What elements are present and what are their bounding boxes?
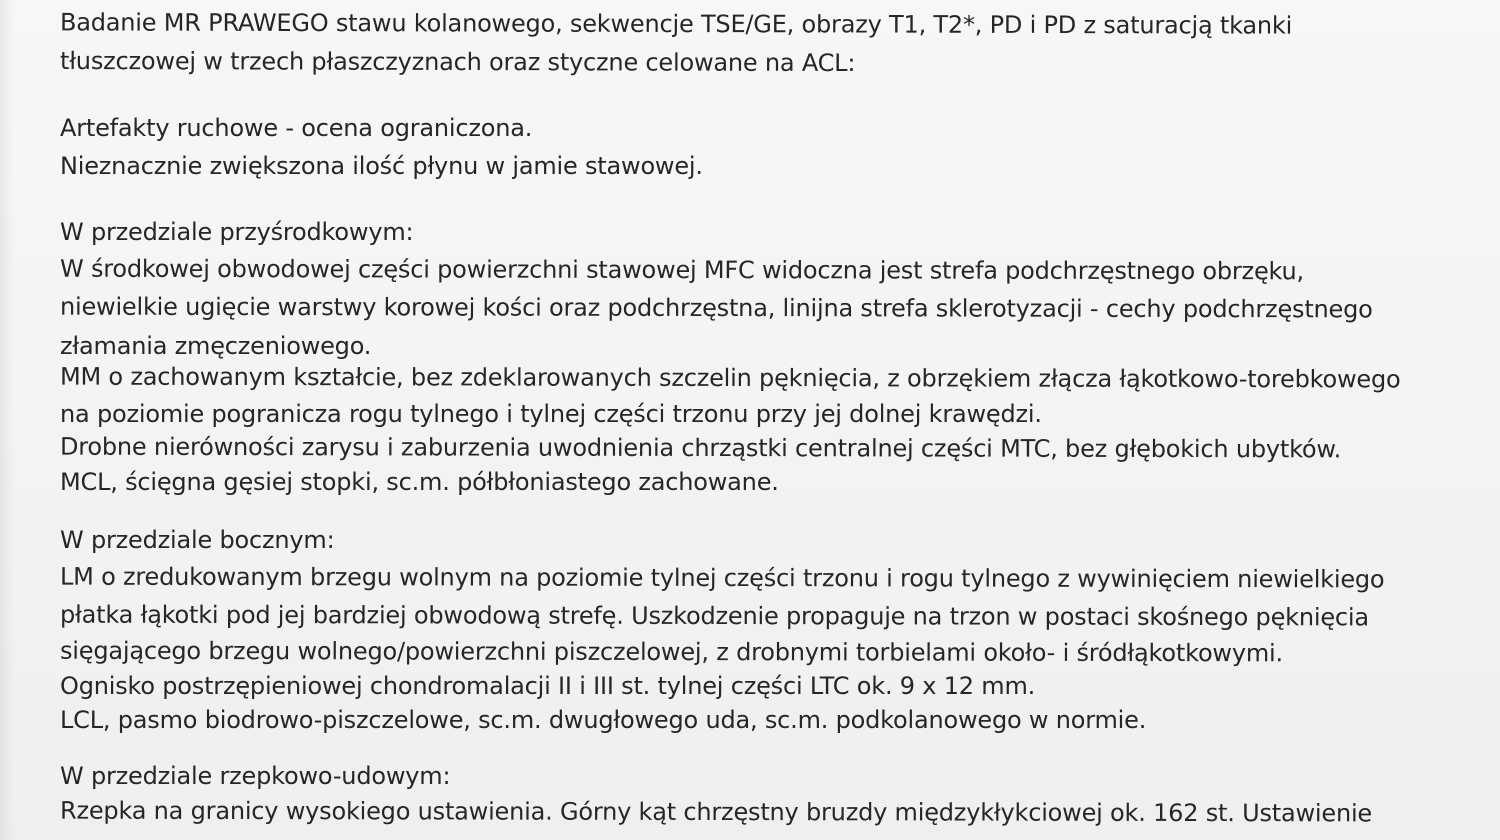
lateral-line-2: płatka łąkotki pod jej bardziej obwodową strefę. Uszkodzenie propaguje na trzon w postaci skośnego pęknięcia	[59, 600, 1369, 632]
medial-line-1: W środkowej obwodowej części powierzchni stawowej MFC widoczna jest strefa podchrzęstnego obrzęku,	[59, 254, 1304, 286]
medial-line-2: niewielkie ugięcie warstwy korowej kości oraz podchrzęstna, linijna strefa sklerotyzacji - cechy podchrzęstnego	[59, 292, 1373, 324]
medial-line-6: Drobne nierówności zarysu i zaburzenia uwodnienia chrząstki centralnej części MTC, bez głębokich ubytków.	[59, 432, 1342, 464]
medial-heading: W przedziale przyśrodkowym:	[60, 218, 414, 246]
patellofemoral-heading: W przedziale rzepkowo-udowym:	[60, 762, 451, 790]
patellofemoral-line-1: Rzepka na granicy wysokiego ustawienia. Górny kąt chrzęstny bruzdy międzykłykciowej ok. 162 st. Ustawienie	[59, 796, 1373, 828]
lateral-line-1: LM o zredukowanym brzegu wolnym na poziomie tylnej części trzonu i rogu tylnego z wywinięciem niewielkiego	[59, 562, 1385, 594]
intro-line-2: tłuszczowej w trzech płaszczyznach oraz styczne celowane na ACL:	[59, 46, 856, 78]
medial-line-5: na poziomie pogranicza rogu tylnego i tylnej części trzonu przy jej dolnej krawędzi.	[60, 400, 1042, 428]
lateral-line-5: LCL, pasmo biodrowo-piszczelowe, sc.m. dwugłowego uda, sc.m. podkolanowego w normie.	[60, 706, 1147, 734]
general-line-2: Nieznacznie zwiększona ilość płynu w jamie stawowej.	[60, 152, 703, 180]
intro-line-1: Badanie MR PRAWEGO stawu kolanowego, sekwencje TSE/GE, obrazy T1, T2*, PD i PD z saturacją tkanki	[59, 8, 1293, 40]
medial-line-4: MM o zachowanym kształcie, bez zdeklarowanych szczelin pęknięcia, z obrzękiem złącza łąkotkowo-torebkowego	[59, 362, 1401, 394]
general-line-1: Artefakty ruchowe - ocena ograniczona.	[60, 114, 533, 142]
lateral-heading: W przedziale bocznym:	[60, 526, 335, 554]
medial-line-3: złamania zmęczeniowego.	[60, 332, 372, 360]
lateral-line-3: sięgającego brzegu wolnego/powierzchni piszczelowej, z drobnymi torbielami około- i śródłąkotkowymi.	[59, 636, 1283, 668]
medial-line-7: MCL, ścięgna gęsiej stopki, sc.m. półbłoniastego zachowane.	[60, 468, 779, 496]
lateral-line-4: Ognisko postrzępieniowej chondromalacji II i III st. tylnej części LTC ok. 9 x 12 mm.	[60, 672, 1036, 700]
